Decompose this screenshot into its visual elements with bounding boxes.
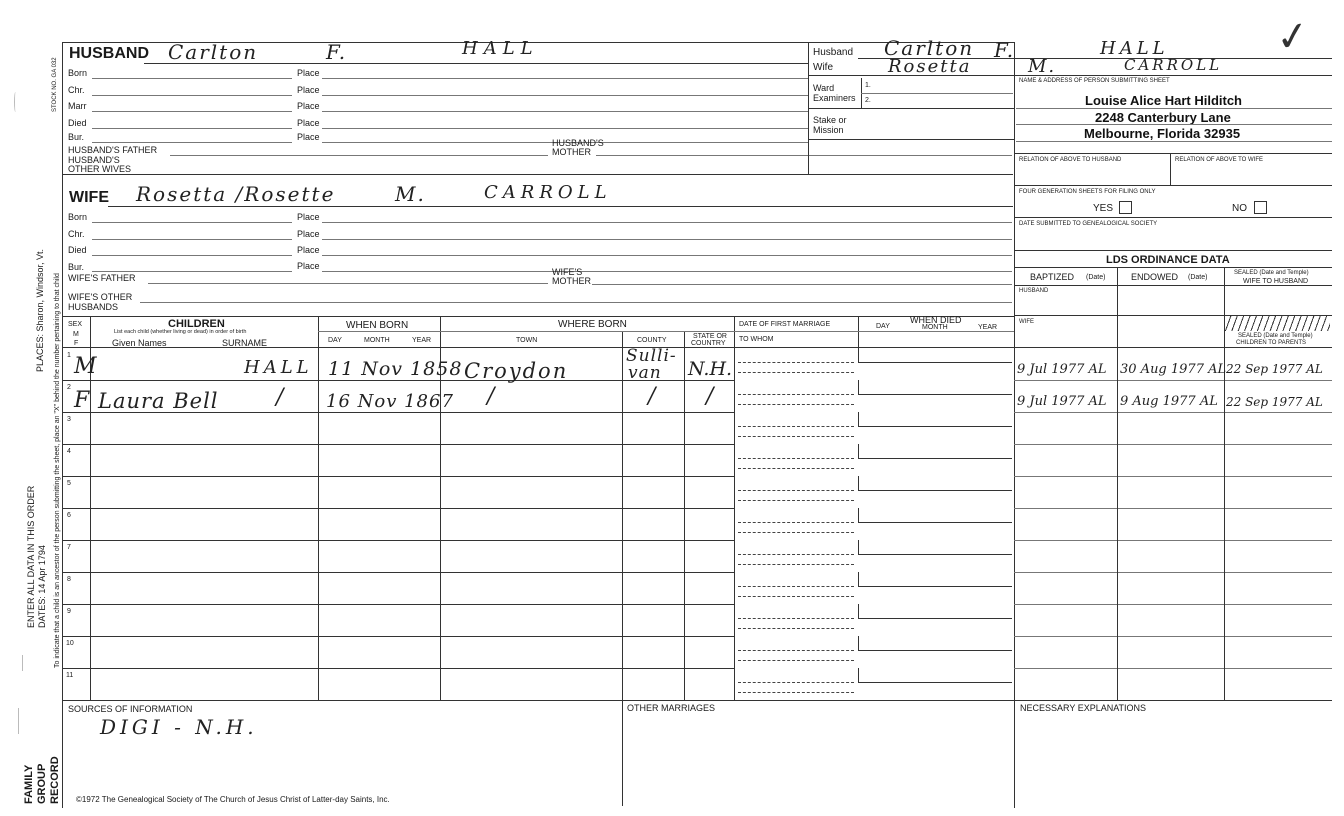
stock-number: STOCK NO. GA 032 <box>52 57 58 112</box>
lds-sealed-1: SEALED (Date and Temple) <box>1234 270 1309 276</box>
no-checkbox[interactable] <box>1254 201 1267 214</box>
right-husband-label: Husband <box>813 47 854 58</box>
husband-surname: HALL <box>462 38 539 59</box>
child-2-surname: / <box>276 385 286 410</box>
right-wife-surname: CARROLL <box>1124 56 1223 74</box>
child-2-baptized: 9 Jul 1977 AL <box>1017 394 1107 409</box>
wife-mother-label-1: WIFE'S <box>552 267 583 277</box>
husband-chr-label: Chr. <box>68 85 85 95</box>
husband-died-label: Died <box>68 118 87 128</box>
lds-endowed: ENDOWED <box>1131 272 1178 282</box>
town-header: TOWN <box>516 337 538 344</box>
child-1-born: 11 Nov 1858 <box>328 358 463 380</box>
four-gen-label: FOUR GENERATION SHEETS FOR FILING ONLY <box>1019 189 1156 195</box>
wife-chr-label: Chr. <box>68 229 85 239</box>
row-number: 6 <box>67 512 71 519</box>
enter-all-note: ENTER ALL DATA IN THIS ORDER <box>26 485 36 628</box>
check-mark: ✓ <box>1272 11 1313 63</box>
copyright: ©1972 The Genealogical Society of The Church of Jesus Christ of Latter-day Saints, Inc. <box>76 795 390 804</box>
row-number: 2 <box>67 384 71 391</box>
husband-born-label: Born <box>68 68 88 78</box>
family-label: FAMILY <box>23 764 35 804</box>
child-2-given: Laura Bell <box>98 389 219 413</box>
wife-other-husbands-1: WIFE'S OTHER <box>68 292 133 302</box>
relation-husband-label: RELATION OF ABOVE TO HUSBAND <box>1019 157 1122 163</box>
child-2-sealed: 22 Sep 1977 AL <box>1226 395 1323 409</box>
ancestor-instruction: To indicate that a child is an ancestor of the person submitting the sheet, place an "X" behind the number pertaining to that child <box>54 273 61 668</box>
examiner-1: 1. <box>865 82 871 89</box>
child-1-sealed: 22 Sep 1977 AL <box>1226 362 1323 376</box>
submitter-street: 2248 Canterbury Lane <box>1095 110 1231 125</box>
husband-given-name: Carlton <box>168 40 259 64</box>
when-died-header: WHEN DIED <box>910 315 962 325</box>
husband-bur-label: Bur. <box>68 132 85 142</box>
husband-mother-label-2: MOTHER <box>552 147 591 157</box>
child-1-county-1: Sulli- <box>626 346 677 366</box>
child-2-state: / <box>706 384 716 409</box>
child-1-endowed: 30 Aug 1977 AL <box>1120 362 1227 377</box>
wife-chr-place-label: Place <box>297 229 320 239</box>
husband-middle-initial: F. <box>326 40 348 64</box>
right-husband-surname: HALL <box>1100 38 1169 59</box>
submitter-label: NAME & ADDRESS OF PERSON SUBMITTING SHEET <box>1019 78 1170 84</box>
husband-marr-label: Marr <box>68 101 87 111</box>
right-wife-given: Rosetta <box>888 56 972 77</box>
date-submitted-label: DATE SUBMITTED TO GENEALOGICAL SOCIETY <box>1019 221 1158 227</box>
lds-wife-label: WIFE <box>1019 319 1034 325</box>
wife-father-label: WIFE'S FATHER <box>68 273 136 283</box>
wife-born-place-label: Place <box>297 212 320 222</box>
row-number: 3 <box>67 416 71 423</box>
right-husband-given: Carlton <box>884 36 975 60</box>
wife-other-husbands-2: HUSBANDS <box>68 302 119 312</box>
when-born-header: WHEN BORN <box>346 320 409 331</box>
state-header-1: STATE OR <box>693 333 727 340</box>
lds-sealed-2: WIFE TO HUSBAND <box>1243 278 1309 285</box>
row-number: 10 <box>66 640 74 647</box>
child-1-county-2: van <box>628 363 662 383</box>
mission-label: Mission <box>813 125 844 135</box>
sex-m: M <box>73 331 79 338</box>
child-2-endowed: 9 Aug 1977 AL <box>1120 394 1218 409</box>
husband-label: HUSBAND <box>69 45 149 62</box>
row-number: 1 <box>67 352 71 359</box>
child-1-state: N.H. <box>688 358 733 380</box>
first-marriage-header: DATE OF FIRST MARRIAGE <box>739 321 831 328</box>
right-wife-middle: M. <box>1028 56 1057 77</box>
husband-born-place-label: Place <box>297 68 320 78</box>
born-month-header: MONTH <box>364 337 390 344</box>
husband-marr-place-label: Place <box>297 101 320 111</box>
other-marriages-label: OTHER MARRIAGES <box>627 703 716 713</box>
wife-died-label: Died <box>68 245 87 255</box>
yes-label: YES <box>1093 203 1114 214</box>
submitter-city: Melbourne, Florida 32935 <box>1084 126 1241 141</box>
born-year-header: YEAR <box>412 337 432 344</box>
husband-other-wives-2: OTHER WIVES <box>68 164 132 174</box>
lds-husband-label: HUSBAND <box>1019 288 1049 294</box>
child-2-town: / <box>487 384 497 409</box>
lds-baptized-date: (Date) <box>1086 274 1106 281</box>
right-husband-middle: F. <box>994 38 1016 62</box>
wife-label: WIFE <box>69 189 109 206</box>
punch-mark <box>22 655 25 671</box>
left-frame <box>62 42 63 808</box>
row-number: 8 <box>67 576 71 583</box>
child-2-sex: F <box>74 388 90 413</box>
died-month-header: MONTH <box>922 324 948 331</box>
child-2-born: 16 Nov 1867 <box>326 391 454 412</box>
necessary-explanations-label: NECESSARY EXPLANATIONS <box>1020 703 1147 713</box>
child-2-county: / <box>648 384 658 409</box>
wife-middle-initial: M. <box>395 182 426 206</box>
wife-bur-place-label: Place <box>297 261 320 271</box>
died-year-header: YEAR <box>978 324 998 331</box>
wife-mother-label-2: MOTHER <box>552 276 591 286</box>
husband-bur-place-label: Place <box>297 132 320 142</box>
born-day-header: DAY <box>328 337 342 344</box>
children-header: CHILDREN <box>168 318 225 330</box>
child-1-baptized: 9 Jul 1977 AL <box>1017 362 1107 377</box>
row-number: 11 <box>66 672 74 679</box>
lds-sealed-children-1: SEALED (Date and Temple) <box>1238 333 1313 339</box>
sex-f: F <box>74 340 79 347</box>
punch-mark <box>18 708 21 734</box>
wife-name-line <box>108 206 1013 207</box>
no-label: NO <box>1232 203 1247 214</box>
child-1-surname: HALL <box>244 357 313 378</box>
lds-title: LDS ORDINANCE DATA <box>1106 254 1230 266</box>
given-names-header: Given Names <box>112 338 167 348</box>
state-header-2: COUNTRY <box>691 340 726 347</box>
sources-value: DIGI - N.H. <box>100 715 258 739</box>
sealed-hatch <box>1225 316 1330 331</box>
died-day-header: DAY <box>876 323 890 330</box>
wife-born-label: Born <box>68 212 88 222</box>
record-label: RECORD <box>49 756 61 804</box>
surname-header: SURNAME <box>222 338 268 348</box>
husband-chr-place-label: Place <box>297 85 320 95</box>
lds-endowed-date: (Date) <box>1188 274 1208 281</box>
submitter-name: Louise Alice Hart Hilditch <box>1085 93 1242 108</box>
husband-died-place-label: Place <box>297 118 320 128</box>
husband-father-label: HUSBAND'S FATHER <box>68 145 158 155</box>
child-1-town: Croydon <box>464 359 569 383</box>
husband-mother-label-1: HUSBAND'S <box>552 138 604 148</box>
sex-header: SEX <box>68 321 83 328</box>
stake-label: Stake or <box>813 115 847 125</box>
to-whom-header: TO WHOM <box>739 336 774 343</box>
ward-label: Ward <box>813 83 835 93</box>
wife-died-place-label: Place <box>297 245 320 255</box>
child-1-sex: M <box>74 354 97 379</box>
punch-mark <box>14 92 17 112</box>
wife-given-name: Rosetta /Rosette <box>136 182 336 206</box>
row-number: 5 <box>67 480 71 487</box>
right-wife-label: Wife <box>813 62 833 73</box>
row-number: 7 <box>67 544 71 551</box>
yes-checkbox[interactable] <box>1119 201 1132 214</box>
row-number: 9 <box>67 608 71 615</box>
wife-bur-label: Bur. <box>68 262 85 272</box>
dates-note: DATES: 14 Apr 1794 <box>37 545 47 628</box>
group-label: GROUP <box>36 763 48 804</box>
husband-other-wives-1: HUSBAND'S <box>68 155 120 165</box>
children-instruction: List each child (whether living or dead) in order of birth <box>114 329 247 335</box>
where-born-header: WHERE BORN <box>558 319 627 330</box>
sources-label: SOURCES OF INFORMATION <box>68 704 193 714</box>
examiner-2: 2. <box>865 97 871 104</box>
places-note: PLACES: Sharon, Windsor, Vt. <box>35 248 45 372</box>
lds-baptized: BAPTIZED <box>1030 272 1075 282</box>
county-header: COUNTY <box>637 337 667 344</box>
lds-sealed-children-2: CHILDREN TO PARENTS <box>1236 340 1307 346</box>
wife-surname: CARROLL <box>484 182 612 203</box>
examiners-label: Examiners <box>813 93 856 103</box>
row-number: 4 <box>67 448 71 455</box>
relation-wife-label: RELATION OF ABOVE TO WIFE <box>1175 157 1264 163</box>
